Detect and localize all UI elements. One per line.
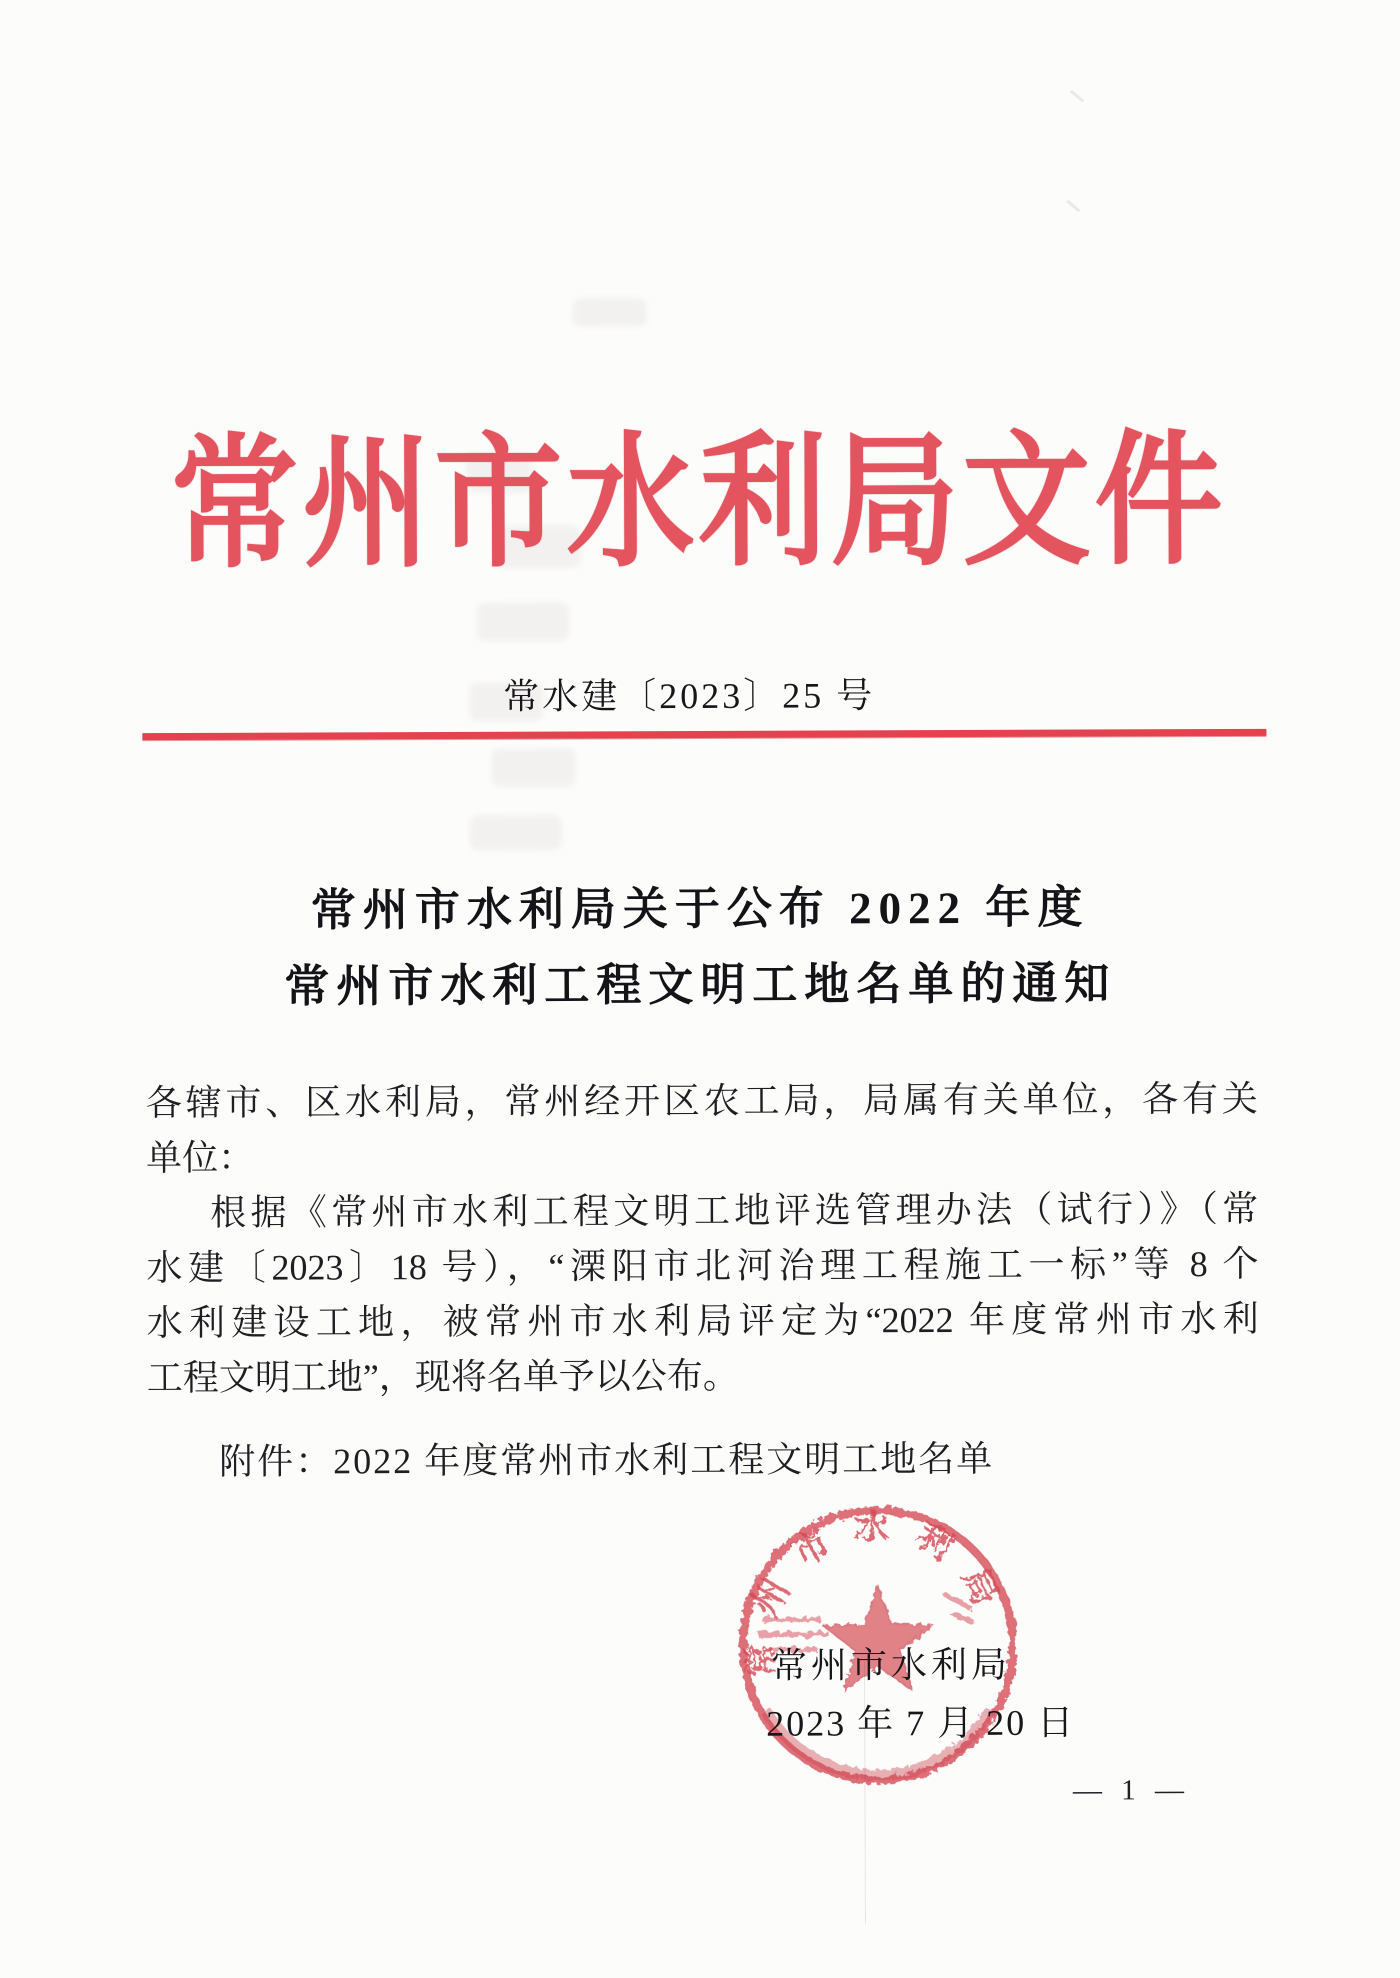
attachment-line: 附件：2022 年度常州市水利工程文明工地名单 — [219, 1438, 995, 1482]
scan-artifact — [573, 298, 647, 326]
body-line: 水利建设工地，被常州市水利局评定为“2022 年度常州市水利 — [146, 1298, 1259, 1344]
signature-date: 2023 年 7 月 20 日 — [766, 1702, 1076, 1744]
page-number: — 1 — — [1072, 1774, 1191, 1807]
scan-artifact — [470, 816, 562, 850]
red-separator-rule — [142, 729, 1266, 740]
notice-title-line2: 常州市水利工程文明工地名单的通知 — [284, 958, 1117, 1012]
signature-org: 常州市水利局 — [770, 1644, 1012, 1686]
letterhead-title: 常州市水利局文件 — [170, 421, 1227, 586]
body-line: 各辖市、区水利局，常州经开区农工局，局属有关单位，各有关 — [145, 1078, 1258, 1124]
doc-number: 常水建〔2023〕25 号 — [503, 675, 876, 717]
seal-arc-text: 常州市水利局 — [739, 1506, 1015, 1679]
body-line: 单位： — [145, 1137, 255, 1179]
scan-artifact — [1070, 90, 1084, 103]
notice-title-line1: 常州市水利局关于公布 2022 年度 — [310, 882, 1090, 936]
scan-artifact — [477, 603, 569, 641]
body-text — [146, 1076, 1259, 1410]
body-line: 根据《常州市水利工程文明工地评选管理办法（试行）》（常 — [210, 1188, 1259, 1233]
body-line: 水建〔2023〕18 号），“溧阳市北河治理工程施工一标”等 8 个 — [146, 1243, 1259, 1289]
scan-artifact — [1066, 200, 1080, 213]
body-line: 工程文明工地”，现将名单予以公布。 — [146, 1355, 739, 1399]
scan-artifact — [491, 748, 575, 786]
